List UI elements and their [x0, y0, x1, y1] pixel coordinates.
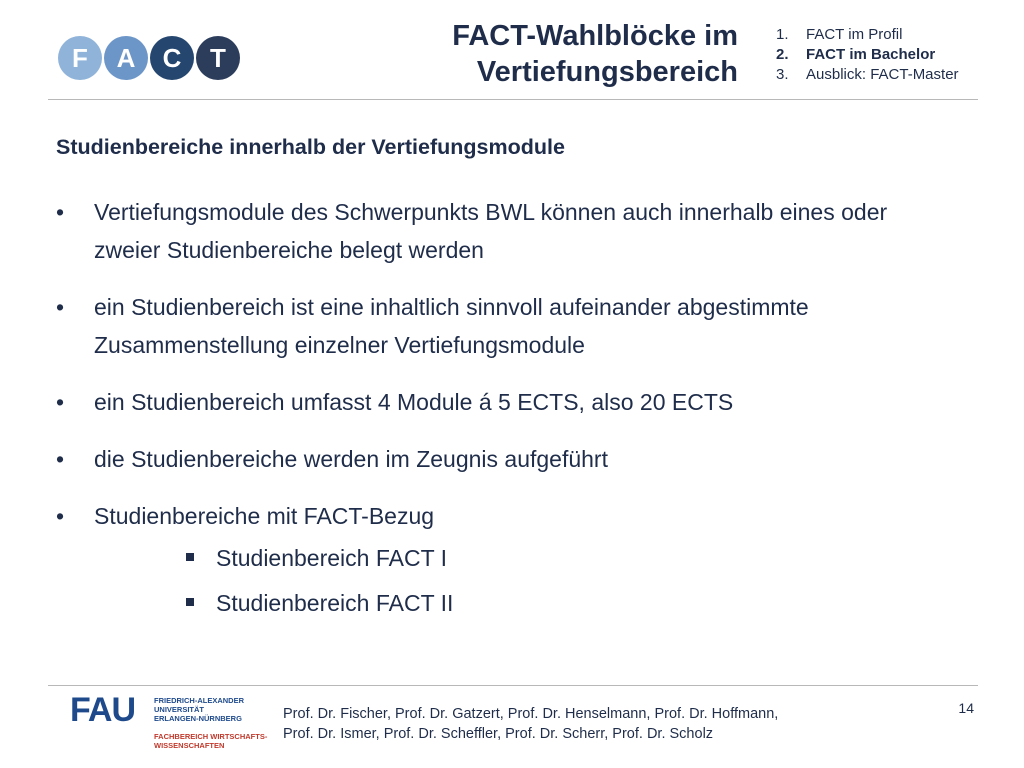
- fau-logo: [70, 692, 270, 756]
- fau-name-line: FRIEDRICH-ALEXANDER: [154, 696, 244, 705]
- bullet-dot-icon: •: [56, 446, 65, 472]
- bullet-dot-icon: •: [56, 294, 65, 320]
- sub-bullet-text: Studienbereich FACT I: [216, 545, 447, 571]
- bullet-dot-icon: •: [56, 503, 65, 529]
- slide-title-line2: Vertiefungsbereich: [476, 56, 738, 88]
- bullet-item: [56, 497, 956, 626]
- slide-title: [318, 18, 738, 90]
- bullet-item: [56, 288, 956, 364]
- sub-bullet-item: [94, 536, 956, 581]
- square-bullet-icon: [186, 598, 194, 606]
- bullet-dot-icon: •: [56, 199, 65, 225]
- bullet-text: ein Studienbereich umfasst 4 Module á 5 ECTS, also 20 ECTS: [94, 389, 734, 415]
- agenda-item-number: 1.: [776, 26, 789, 43]
- header-divider: [48, 99, 978, 100]
- sub-bullet-text: Studienbereich FACT II: [216, 590, 454, 616]
- agenda-item-number: 2.: [776, 46, 789, 63]
- section-heading: Studienbereiche innerhalb der Vertiefungsmodule: [56, 135, 565, 159]
- slide-title-line1: FACT-Wahlblöcke im: [452, 20, 738, 52]
- bullet-text: Studienbereiche mit FACT-Bezug: [94, 503, 435, 529]
- agenda-item: [776, 45, 959, 65]
- page-number: 14: [958, 700, 974, 716]
- bullet-item: [56, 383, 956, 421]
- agenda-list: [776, 25, 959, 85]
- bullet-item: [56, 193, 956, 269]
- bullet-text: ein Studienbereich ist eine inhaltlich sinnvoll aufeinander abgestimmte Zusammenstellung einzelner Vertiefungsmodule: [94, 294, 809, 358]
- sub-bullet-list: [94, 536, 956, 626]
- agenda-item: [776, 65, 959, 85]
- sub-bullet-item: [94, 581, 956, 626]
- agenda-item-label: FACT im Profil: [806, 26, 903, 43]
- agenda-item-number: 3.: [776, 66, 789, 83]
- footer-authors-line1: Prof. Dr. Fischer, Prof. Dr. Gatzert, Prof. Dr. Henselmann, Prof. Dr. Hoffmann,: [283, 706, 779, 722]
- fau-university-name: [154, 696, 244, 723]
- bullet-item: [56, 440, 956, 478]
- footer-authors-line2: Prof. Dr. Ismer, Prof. Dr. Scheffler, Prof. Dr. Scherr, Prof. Dr. Scholz: [283, 726, 714, 742]
- fau-faculty-line: WISSENSCHAFTEN: [154, 741, 225, 750]
- square-bullet-icon: [186, 553, 194, 561]
- fau-logo-wordmark: FAU: [70, 691, 135, 729]
- logo-letter-a: A: [104, 36, 148, 80]
- agenda-item-label: FACT im Bachelor: [806, 46, 936, 63]
- bullet-list: [56, 193, 956, 626]
- fau-name-line: UNIVERSITÄT: [154, 705, 205, 714]
- logo-letter-c: C: [150, 36, 194, 80]
- agenda-item: [776, 25, 959, 45]
- footer-divider: [48, 685, 978, 686]
- footer-authors: [283, 704, 778, 744]
- fau-faculty-name: [154, 732, 267, 750]
- logo-letter-t: T: [196, 36, 240, 80]
- logo-letter-f: F: [58, 36, 102, 80]
- bullet-text: Vertiefungsmodule des Schwerpunkts BWL können auch innerhalb eines oder zweier Studienbereiche belegt werden: [94, 199, 888, 263]
- fact-logo: [58, 36, 242, 82]
- bullet-text: die Studienbereiche werden im Zeugnis aufgeführt: [94, 446, 608, 472]
- bullet-dot-icon: •: [56, 389, 65, 415]
- fau-faculty-line: FACHBEREICH WIRTSCHAFTS-: [154, 732, 268, 741]
- fau-name-line: ERLANGEN-NÜRNBERG: [154, 714, 242, 723]
- agenda-item-label: Ausblick: FACT-Master: [806, 66, 959, 83]
